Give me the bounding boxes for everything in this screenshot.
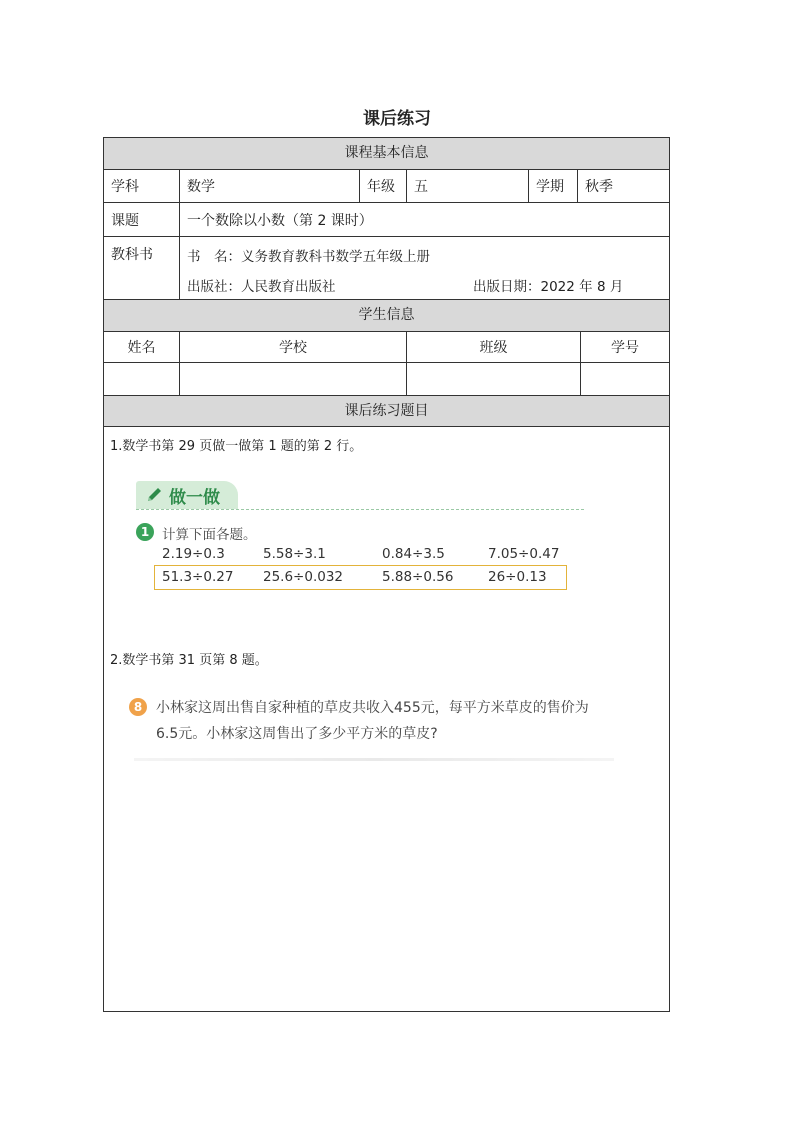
page-title: 课后练习: [363, 109, 431, 129]
term-value: 秋季: [577, 170, 669, 202]
class-column: 班级: [406, 332, 580, 362]
publisher: 出版社：人民教育出版社: [187, 279, 336, 295]
name-column: 姓名: [127, 340, 156, 356]
problem-number-badge: 8: [129, 698, 147, 716]
calc-item: 5.88÷0.56: [382, 569, 454, 585]
book-name: 书 名：义务教育教科书数学五年级上册: [187, 249, 430, 265]
problem-line-2: 6.5元。小林家这周售出了多少平方米的草皮?: [156, 726, 438, 742]
exercise-header: 课后练习题目: [104, 396, 669, 427]
banner-divider: [136, 509, 584, 510]
subject-label: 学科: [111, 179, 139, 195]
publish-date: 出版日期：2022 年 8 月: [473, 279, 624, 295]
student-id-field[interactable]: [580, 363, 669, 395]
school-field[interactable]: [179, 363, 406, 395]
problem-line-1: 小林家这周出售自家种植的草皮共收入455元，每平方米草皮的售价为: [156, 700, 589, 716]
exercise-instruction: 计算下面各题。: [162, 527, 257, 543]
student-id-column: 学号: [580, 332, 669, 362]
course-info-header: 课程基本信息: [104, 138, 669, 170]
zuoyizuo-title: 做一做: [169, 487, 220, 508]
student-entry-row: [104, 363, 669, 396]
student-columns-row: [104, 332, 669, 363]
question-1: 1.数学书第 29 页做一做第 1 题的第 2 行。: [110, 439, 363, 454]
topic-row: [104, 203, 669, 237]
calc-item: 26÷0.13: [488, 569, 547, 585]
topic-value: 一个数除以小数（第 2 课时）: [179, 203, 669, 236]
worksheet-table: [103, 137, 670, 1012]
textbook-info: [179, 237, 669, 299]
class-field[interactable]: [406, 363, 580, 395]
grade-label: 年级: [359, 170, 406, 202]
calc-item: 0.84÷3.5: [382, 546, 445, 562]
school-column: 学校: [179, 332, 406, 362]
student-info-header: 学生信息: [104, 300, 669, 332]
topic-label: 课题: [111, 212, 139, 229]
calc-item: 2.19÷0.3: [162, 546, 225, 562]
subject-row: [104, 170, 669, 203]
textbook-row: [104, 237, 669, 300]
pencil-icon: [144, 484, 166, 506]
exercise-number-badge: 1: [136, 523, 154, 541]
question-2: 2.数学书第 31 页第 8 题。: [110, 653, 268, 668]
calc-item: 7.05÷0.47: [488, 546, 560, 562]
term-label: 学期: [528, 170, 577, 202]
name-field[interactable]: [104, 363, 179, 395]
grade-value: 五: [406, 170, 528, 202]
problem-divider: [134, 758, 614, 761]
subject-value: 数学: [179, 170, 359, 202]
calc-item: 51.3÷0.27: [162, 569, 234, 585]
textbook-label: 教科书: [111, 247, 153, 263]
calc-item: 25.6÷0.032: [263, 569, 344, 585]
calc-item: 5.58÷3.1: [263, 546, 326, 562]
zuoyizuo-banner: [136, 481, 238, 509]
